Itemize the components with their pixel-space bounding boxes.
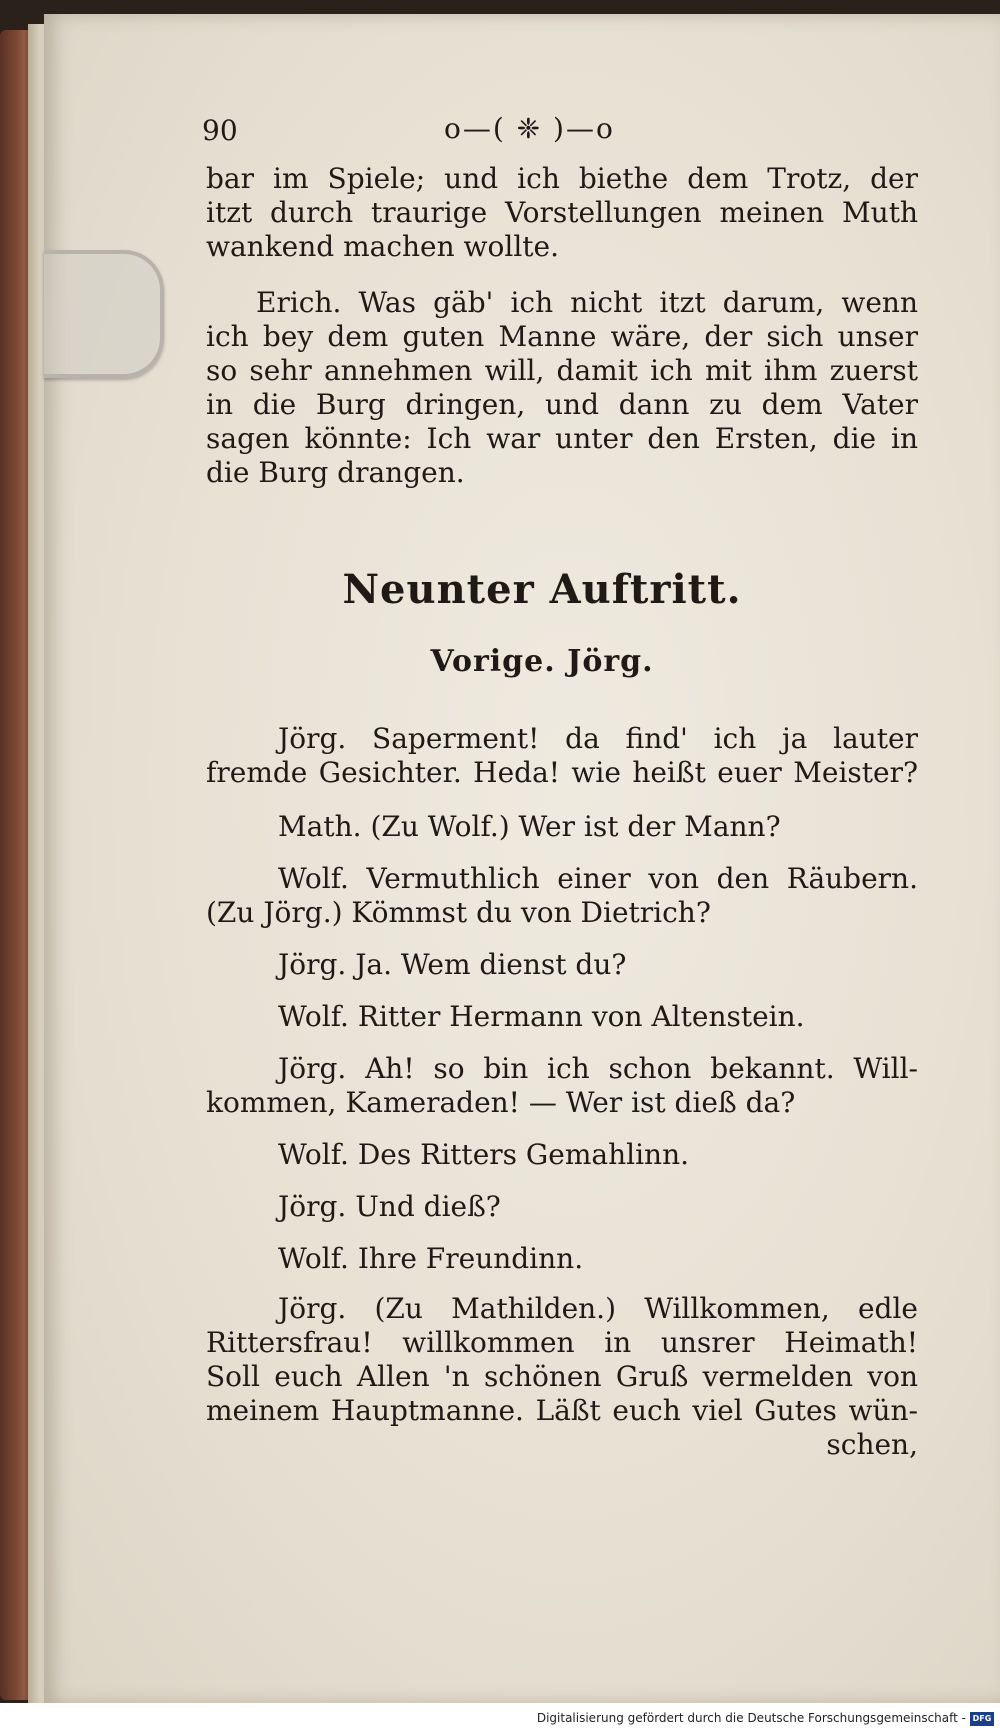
header-ornament: o—( ❈ )—o bbox=[444, 112, 615, 145]
dialogue-line: meinem Hauptmanne. Läßt euch viel Gutes wün- bbox=[206, 1394, 918, 1427]
dialogue-line: Wolf. Des Ritters Gemahlinn. bbox=[278, 1138, 690, 1171]
dialogue-line: Rittersfrau! willkommen in unsrer Heimath! bbox=[206, 1326, 918, 1359]
text-line: bar im Spiele; und ich biethe dem Trotz, der bbox=[206, 162, 918, 195]
text-line: die Burg drangen. bbox=[206, 456, 465, 489]
footer-strip bbox=[0, 1703, 1000, 1731]
dialogue-line: Jörg. Saperment! da find' ich ja lauter bbox=[278, 722, 918, 755]
text-line: Erich. Was gäb' ich nicht itzt darum, wenn bbox=[256, 286, 918, 319]
scene-title: Neunter Auftritt. bbox=[342, 566, 742, 613]
page-clip bbox=[44, 250, 164, 378]
page-number: 90 bbox=[202, 114, 238, 147]
dfg-logo: DFG bbox=[970, 1712, 994, 1726]
book-page bbox=[44, 14, 1000, 1704]
dialogue-line: Jörg. Ja. Wem dienst du? bbox=[278, 948, 627, 981]
running-head bbox=[166, 110, 918, 156]
dialogue-line: Wolf. Ritter Hermann von Altenstein. bbox=[278, 1000, 805, 1033]
text-line: wankend machen wollte. bbox=[206, 230, 560, 263]
dialogue-line: Soll euch Allen 'n schönen Gruß vermelden von bbox=[206, 1360, 918, 1393]
dialogue-line: kommen, Kameraden! — Wer ist dieß da? bbox=[206, 1086, 796, 1119]
text-line: itzt durch traurige Vorstellungen meinen Muth bbox=[206, 196, 918, 229]
dialogue-line: Jörg. Und dieß? bbox=[278, 1190, 501, 1223]
dialogue-line: fremde Gesichter. Heda! wie heißt euer Meister? bbox=[206, 756, 918, 789]
dialogue-line: Math. (Zu Wolf.) Wer ist der Mann? bbox=[278, 810, 781, 843]
digitization-credit: Digitalisierung gefördert durch die Deutsche Forschungsgemeinschaft - bbox=[536, 1711, 966, 1725]
text-line: in die Burg dringen, und dann zu dem Vater bbox=[206, 388, 918, 421]
scene-characters: Vorige. Jörg. bbox=[430, 644, 654, 679]
text-line: ich bey dem guten Manne wäre, der sich unser bbox=[206, 320, 918, 353]
dialogue-line: (Zu Jörg.) Kömmst du von Dietrich? bbox=[206, 896, 711, 929]
text-line: so sehr annehmen will, damit ich mit ihm zuerst bbox=[206, 354, 918, 387]
dialogue-line: Jörg. Ah! so bin ich schon bekannt. Will- bbox=[278, 1052, 918, 1085]
catchword: schen, bbox=[826, 1428, 918, 1461]
dialogue-line: Wolf. Vermuthlich einer von den Räubern. bbox=[278, 862, 918, 895]
dialogue-line: Jörg. (Zu Mathilden.) Willkommen, edle bbox=[278, 1292, 918, 1325]
dialogue-line: Wolf. Ihre Freundinn. bbox=[278, 1242, 584, 1275]
text-line: sagen könnte: Ich war unter den Ersten, die in bbox=[206, 422, 918, 455]
